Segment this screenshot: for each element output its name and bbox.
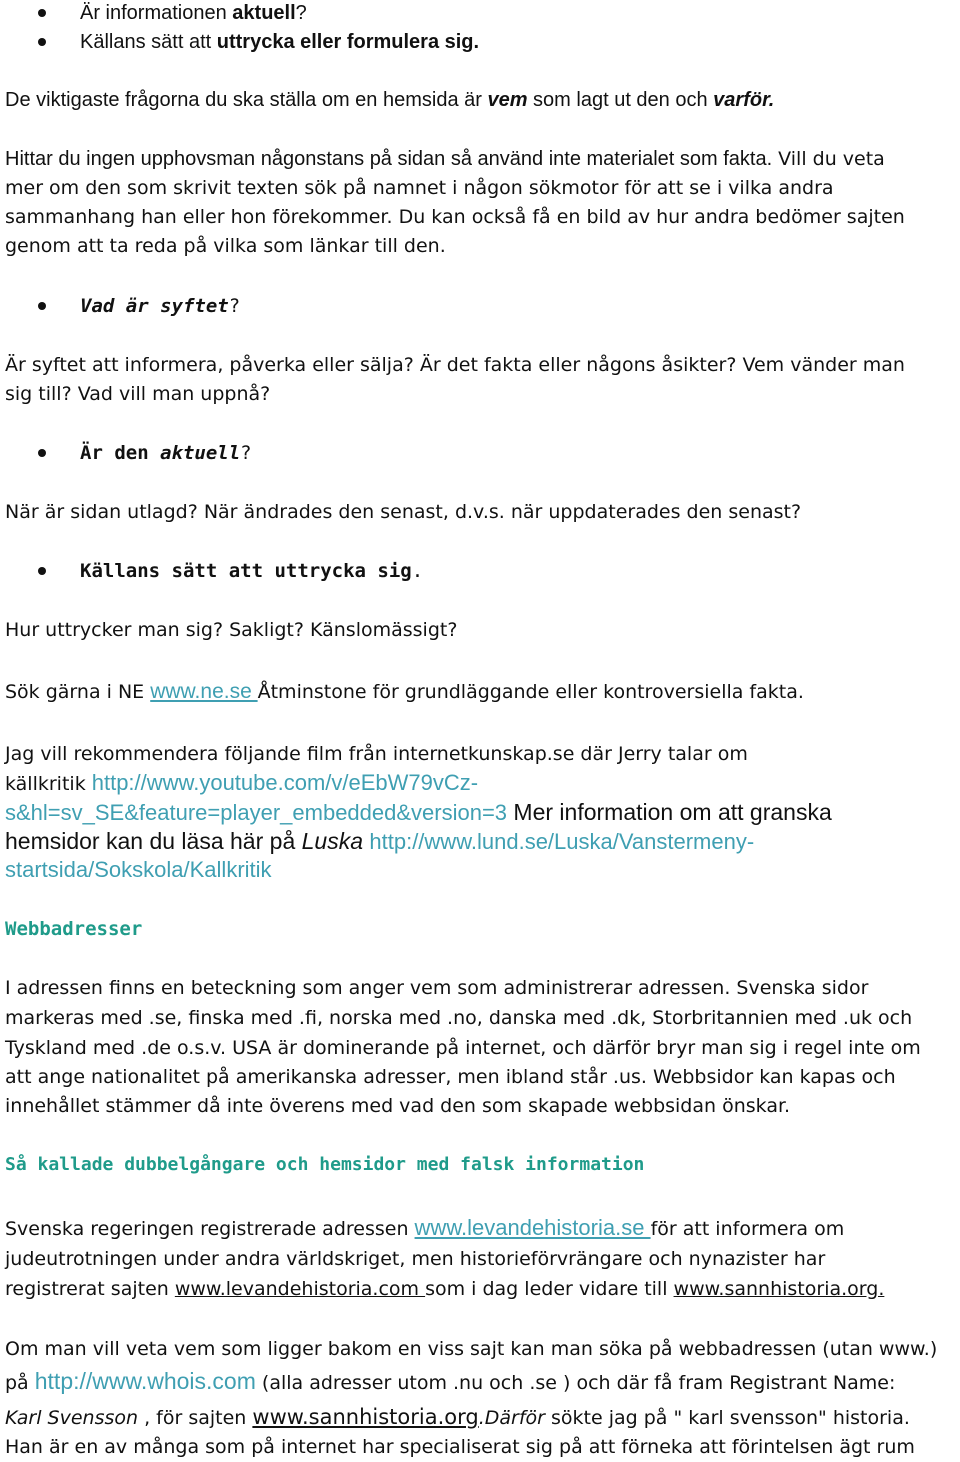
bullet-dot [38,449,46,457]
paragraph-line: sig till? Vad vill man uppnå? [5,383,271,405]
paragraph-line: Hur uttrycker man sig? Sakligt? Känslomässigt? [5,619,458,641]
paragraph-line: hemsidor kan du läsa här på Luska http://www.lund.se/Luska/Vanstermeny- [5,828,755,854]
link-levandehistoria-se[interactable]: www.levandehistoria.se [414,1215,651,1240]
heading-kallans: Källans sätt att uttrycka sig. [80,560,424,582]
bullet-dot [38,38,46,46]
paragraph-line: innehållet stämmer då inte överens med vad den som skapade webbsidan önskar. [5,1095,791,1117]
paragraph-line: Svenska regeringen registrerade adressen www.levandehistoria.se för att informera om [5,1215,845,1240]
heading-aktuell: Är den aktuell? [80,442,252,464]
heading-syfte: Vad är syftet? [80,295,241,317]
paragraph-line: sammanhang han eller hon förekommer. Du kan också få en bild av hur andra bedömer sajten [5,206,905,228]
paragraph-line: på http://www.whois.com (alla adresser utom .nu och .se ) och där få fram Registrant Name: [5,1368,896,1394]
link-youtube[interactable]: http://www.youtube.com/v/eEbW79vCz- [91,770,479,795]
bullet-item-aktuell: Är informationen aktuell? [80,2,307,24]
paragraph-line: Om man vill veta vem som ligger bakom en viss sajt kan man söka på webbadressen (utan www.) [5,1338,938,1360]
link-youtube-cont[interactable]: s&hl=sv_SE&feature=player_embedded&version=3 [5,800,508,825]
heading-webbadresser: Webbadresser [5,918,143,940]
paragraph-line: I adressen finns en beteckning som anger vem som administrerar adressen. Svenska sidor [5,977,869,999]
link-luska-cont[interactable]: startsida/Sokskola/Kallkritik [5,857,272,882]
paragraph-line: judeutrotningen under andra världskriget, men historieförvrängare och nynazister har [5,1248,826,1270]
paragraph-line: att ange nationalitet på amerikanska adresser, men ibland står .us. Webbsidor kan kapas och [5,1066,896,1088]
paragraph-line [5,858,272,883]
bullet-dot [38,9,46,17]
bullet-dot [38,302,46,310]
paragraph-line: Karl Svensson , för sajten www.sannhistoria.org.Därför sökte jag på " karl svensson" historia. [5,1405,910,1429]
paragraph-line: s&hl=sv_SE&feature=player_embedded&version=3 Mer information om att granska [5,799,832,825]
paragraph-line: När är sidan utlagd? När ändrades den senast, d.v.s. när uppdaterades den senast? [5,501,802,523]
paragraph-line: Är syftet att informera, påverka eller sälja? Är det fakta eller någons åsikter? Vem vänder man [5,354,905,376]
paragraph-line: genom att ta reda på vilka som länkar till den. [5,235,446,257]
link-levandehistoria-com[interactable]: www.levandehistoria.com [174,1278,426,1300]
link-sannhistoria-2[interactable]: www.sannhistoria.org [252,1405,479,1429]
link-sannhistoria[interactable]: www.sannhistoria.org. [673,1278,885,1300]
paragraph-line: Jag vill rekommendera följande film från internetkunskap.se där Jerry talar om [5,743,748,765]
bullet-dot [38,567,46,575]
paragraph-line: källkritik http://www.youtube.com/v/eEbW79vCz- [5,770,479,795]
bullet-item-uttrycka: Källans sätt att uttrycka eller formulera sig. [80,31,480,53]
paragraph-line: Han är en av många som på internet har specialiserat sig på att förneka att förintelsen ägt rum [5,1436,915,1458]
paragraph-line-ne: Sök gärna i NE www.ne.se Åtminstone för grundläggande eller kontroversiella fakta. [5,680,804,703]
heading-dubbelgangare: Så kallade dubbelgångare och hemsidor med falsk information [5,1154,645,1175]
paragraph-line: mer om den som skrivit texten sök på namnet i någon sökmotor för att se i vilka andra [5,177,834,199]
paragraph-line: Hittar du ingen upphovsman någonstans på sidan så använd inte materialet som fakta. Vill du veta [5,148,885,170]
link-whois[interactable]: http://www.whois.com [34,1368,256,1394]
paragraph-line: registrerat sajten www.levandehistoria.com som i dag leder vidare till www.sannhistoria.org. [5,1278,885,1300]
paragraph-line: Tyskland med .de o.s.v. USA är dominerande på internet, och därför bryr man sig i regel inte om [5,1037,921,1059]
link-ne[interactable]: www.ne.se [150,680,258,703]
intro-question: De viktigaste frågorna du ska ställa om en hemsida är vem som lagt ut den och varför. [5,89,775,111]
link-luska[interactable]: http://www.lund.se/Luska/Vanstermeny- [369,829,755,854]
paragraph-line: markeras med .se, finska med .fi, norska med .no, danska med .dk, Storbritannien med .uk och [5,1007,913,1029]
